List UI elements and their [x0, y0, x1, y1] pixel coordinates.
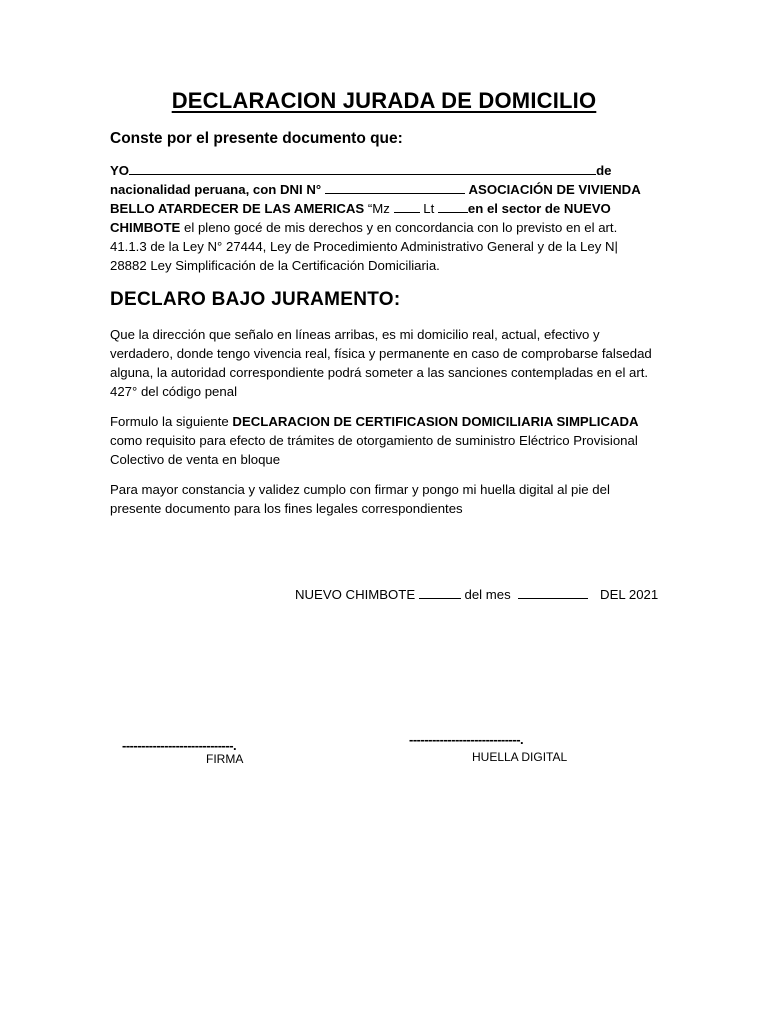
document-title — [0, 88, 768, 114]
paragraph-identity — [110, 161, 655, 275]
firma-label: FIRMA — [206, 752, 244, 766]
formulo-bold: DECLARACION DE CERTIFICASION DOMICILIARIA SIMPLICADA — [232, 414, 639, 429]
huella-label: HUELLA DIGITAL — [472, 750, 568, 764]
formulo-rest: como requisito para efecto de trámites de otorgamiento de suministro Eléctrico Provisional Colectivo de venta en bloque — [110, 433, 638, 467]
lt-blank — [438, 200, 468, 213]
dni-blank — [325, 181, 465, 194]
yo-label: YO — [110, 163, 130, 178]
name-blank — [129, 162, 596, 175]
del-mes-text: del mes — [464, 587, 511, 602]
lt-label: Lt — [423, 201, 435, 216]
firma-signature-line: -----------------------------. — [122, 738, 237, 753]
legal-text: el pleno gocé de mis derechos y en concordancia con lo previsto en el art. 41.1.3 de la Ley N° 27444, Ley de Procedimiento Administrativo General y de la Ley N| 28882 Ley Simplificación de la Certificación Domiciliaria. — [110, 220, 618, 273]
title-text: DECLARACION JURADA DE DOMICILIO — [171, 88, 597, 113]
paragraph-formulo — [110, 412, 655, 469]
city-text: NUEVO CHIMBOTE — [295, 587, 416, 602]
de-label: de — [596, 163, 612, 178]
sector-text: en el sector de NUEVO CHIMBOTE — [110, 201, 611, 235]
formulo-intro: Formulo la siguiente — [110, 414, 229, 429]
nationality-text: nacionalidad peruana, con DNI N° — [110, 182, 322, 197]
huella-signature-line: -----------------------------. — [409, 732, 524, 747]
paragraph-constancia: Para mayor constancia y validez cumplo con firmar y pongo mi huella digital al pie del presente documento para los fines legales correspondientes — [110, 482, 610, 516]
paragraph-oath: Que la dirección que señalo en líneas arribas, es mi domicilio real, actual, efectivo y verdadero, donde tengo vivencia real, física y permanente en caso de comprobarse falsedad alguna, la autoridad correspondiente podrá someter a las sanciones contempladas en el art. 427° del código penal — [110, 327, 652, 399]
subtitle: Conste por el presente documento que: — [110, 130, 403, 147]
mz-label: “Mz — [367, 201, 390, 216]
declaration-heading: DECLARO BAJO JURAMENTO: — [110, 289, 401, 310]
month-blank — [518, 586, 588, 599]
day-blank — [419, 586, 461, 599]
association-text: ASOCIACIÓN DE VIVIENDA BELLO ATARDECER DE LAS AMERICAS — [110, 182, 641, 216]
date-line — [295, 586, 658, 602]
year-text: DEL 2021 — [600, 587, 659, 602]
mz-blank — [394, 200, 420, 213]
